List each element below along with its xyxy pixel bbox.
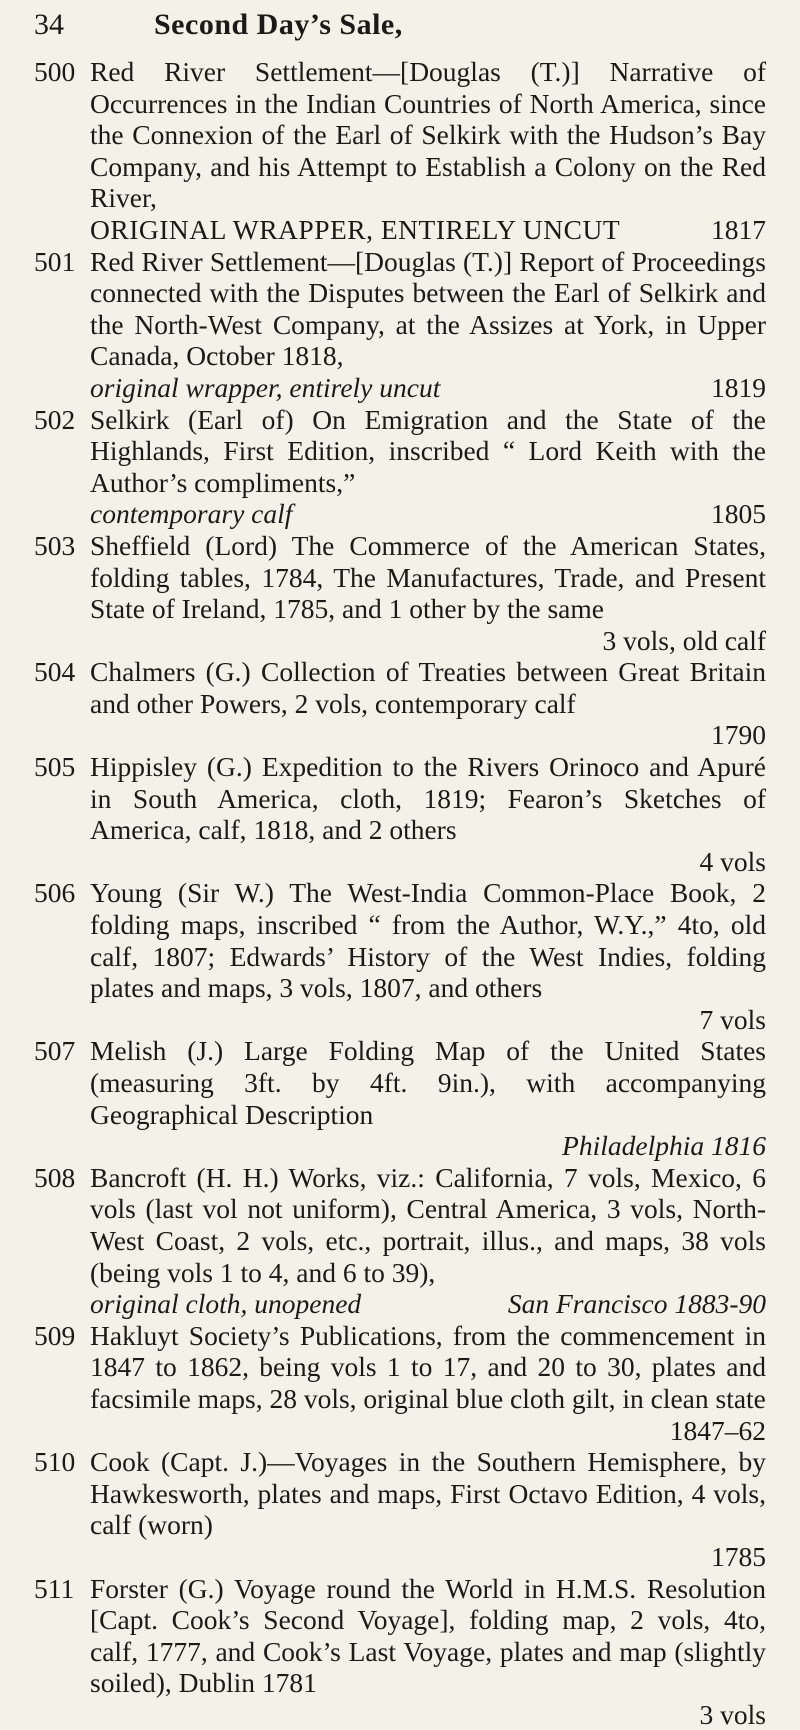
- lot-description: Bancroft (H. H.) Works, viz.: California, 7 vols, Mexico, 6 vols (last vol not uniform), Central America, 3 vols, North-West Coast, 2 vols, etc., portrait, illus., and maps, 38 vols (being vols 1 to 4, and 6 to 39),: [90, 1162, 766, 1288]
- lot-imprint: San Francisco 1883-90: [508, 1288, 766, 1320]
- lot-volumes: 3 vols, old calf: [603, 625, 766, 657]
- lot-condition: ORIGINAL WRAPPER, ENTIRELY UNCUT: [90, 214, 620, 246]
- lot-description: Red River Settlement—[Douglas (T.)] Narrative of Occurrences in the Indian Countries of North America, since the Connexion of the Earl of Selkirk with the Hudson’s Bay Company, and his Attempt to Establish a Colony on the Red River,: [90, 56, 766, 213]
- lot-imprint: Philadelphia 1816: [562, 1130, 766, 1162]
- lot-number: 509: [34, 1320, 90, 1446]
- lot-number: 506: [34, 877, 90, 1035]
- lot-description: Forster (G.) Voyage round the World in H.M.S. Resolution [Capt. Cook’s Second Voyage], folding map, 2 vols, 4to, calf, 1777, and Cook’s Last Voyage, plates and map (slightly soiled), Dublin 1781: [90, 1573, 766, 1699]
- lot-description: Melish (J.) Large Folding Map of the United States (measuring 3ft. by 4ft. 9in.), with accompanying Geographical Description: [90, 1035, 766, 1129]
- lot-description: Red River Settlement—[Douglas (T.)] Report of Proceedings connected with the Disputes between the Earl of Selkirk and the North-West Company, at the Assizes at York, in Upper Canada, October 1818,: [90, 246, 766, 372]
- lot-entry: [34, 404, 766, 530]
- lot-description: Hakluyt Society’s Publications, from the commencement in 1847 to 1862, being vols 1 to 17, and 20 to 30, plates and facsimile maps, 28 vols, original blue cloth gilt, in clean state: [90, 1320, 766, 1414]
- lot-list: [34, 56, 766, 1730]
- lot-condition: original wrapper, entirely uncut: [90, 372, 440, 404]
- lot-date: 1819: [711, 372, 766, 404]
- lot-entry: [34, 530, 766, 656]
- lot-description: Young (Sir W.) The West-India Common-Place Book, 2 folding maps, inscribed “ from the Author, W.Y.,” 4to, old calf, 1807; Edwards’ History of the West Indies, folding plates and maps, 3 vols, 1807, and others: [90, 877, 766, 1003]
- lot-volumes: 4 vols: [700, 846, 766, 878]
- lot-entry: [34, 656, 766, 751]
- page-number: 34: [34, 8, 154, 42]
- lot-entry: [34, 1035, 766, 1161]
- lot-date: 1785: [711, 1541, 766, 1573]
- lot-entry: [34, 1573, 766, 1730]
- running-title: Second Day’s Sale,: [154, 8, 403, 42]
- lot-number: 510: [34, 1446, 90, 1572]
- lot-date: 1817: [711, 214, 766, 246]
- lot-number: 507: [34, 1035, 90, 1161]
- lot-date: 1847–62: [670, 1415, 766, 1447]
- lot-description: Selkirk (Earl of) On Emigration and the State of the Highlands, First Edition, inscribed “ Lord Keith with the Author’s compliments,”: [90, 404, 766, 498]
- lot-volumes: 7 vols: [700, 1004, 766, 1036]
- lot-number: 508: [34, 1162, 90, 1320]
- lot-date: 1790: [711, 719, 766, 751]
- running-head: [34, 8, 766, 48]
- lot-volumes: 3 vols: [700, 1699, 766, 1730]
- lot-entry: [34, 877, 766, 1035]
- lot-description: Chalmers (G.) Collection of Treaties between Great Britain and other Powers, 2 vols, contemporary calf: [90, 656, 766, 719]
- lot-entry: [34, 751, 766, 877]
- lot-number: 511: [34, 1573, 90, 1730]
- lot-number: 502: [34, 404, 90, 530]
- lot-number: 504: [34, 656, 90, 751]
- lot-number: 501: [34, 246, 90, 404]
- lot-description: Cook (Capt. J.)—Voyages in the Southern Hemisphere, by Hawkesworth, plates and maps, First Octavo Edition, 4 vols, calf (worn): [90, 1446, 766, 1540]
- lot-description: Sheffield (Lord) The Commerce of the American States, folding tables, 1784, The Manufactures, Trade, and Present State of Ireland, 1785, and 1 other by the same: [90, 530, 766, 624]
- lot-entry: [34, 246, 766, 404]
- lot-entry: [34, 1446, 766, 1572]
- lot-entry: [34, 1320, 766, 1446]
- lot-condition: contemporary calf: [90, 498, 292, 530]
- lot-condition: original cloth, unopened: [90, 1288, 361, 1320]
- lot-number: 505: [34, 751, 90, 877]
- lot-entry: [34, 1162, 766, 1320]
- lot-number: 500: [34, 56, 90, 246]
- lot-description: Hippisley (G.) Expedition to the Rivers Orinoco and Apuré in South America, cloth, 1819; Fearon’s Sketches of America, calf, 1818, and 2 others: [90, 751, 766, 845]
- lot-number: 503: [34, 530, 90, 656]
- lot-entry: [34, 56, 766, 246]
- lot-date: 1805: [711, 498, 766, 530]
